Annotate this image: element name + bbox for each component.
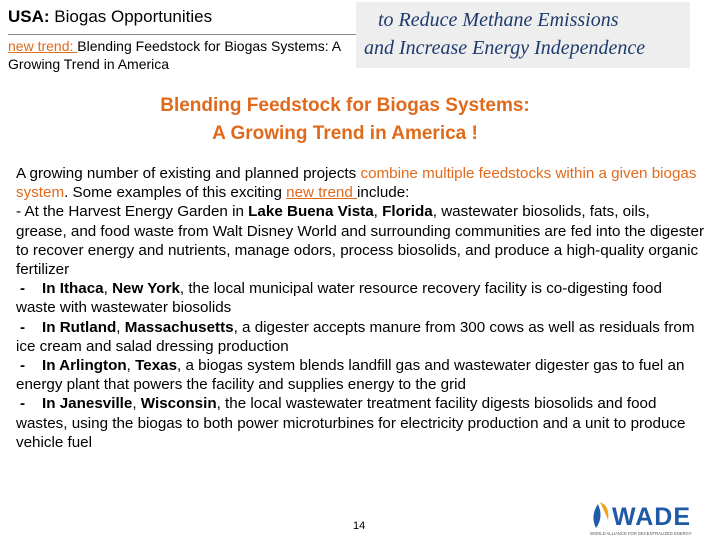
example-4-state: Texas (135, 357, 178, 375)
headline-line-1: Blending Feedstock for Biogas Systems: (160, 95, 530, 116)
body-text (16, 164, 704, 452)
example-1-state: Florida (382, 203, 433, 221)
intro-paragraph (16, 164, 704, 202)
example-3-lead: In (42, 318, 60, 336)
example-4-lead: In (42, 357, 60, 375)
intro-text-2: . Some examples of this exciting (64, 184, 287, 202)
slide-header-title (8, 6, 358, 28)
banner-line-1: to Reduce Methane Emissions (378, 9, 619, 31)
header (8, 6, 358, 28)
bullet-dash: - (20, 280, 26, 298)
headline (100, 92, 590, 148)
example-disney (16, 202, 704, 279)
subtitle-text: Blending Feedstock for Biogas Systems: A Growing Trend in America (8, 38, 341, 72)
banner-image (356, 2, 690, 68)
new-trend-inline-link[interactable]: new trend (286, 184, 358, 202)
banner-line-2: and Increase Energy Independence (364, 37, 646, 59)
example-1-prefix: - At the Harvest Energy Garden in (16, 203, 249, 221)
intro-text-1: A growing number of existing and planned projects (16, 165, 361, 182)
header-subtitle (8, 37, 348, 73)
intro-highlight: combine multiple feedstocks within a given biogas system (16, 165, 697, 202)
example-3-text: , a digester accepts manure from 300 cows as well as residuals from ice cream and salad dressing production (16, 318, 695, 355)
example-4-text: , a biogas system blends landfill gas and wastewater digester gas to fuel an energy plant that powers the facility and supplies energy to the grid (16, 357, 685, 394)
example-3-sep: , (116, 318, 125, 336)
page-number: 14 (353, 520, 366, 532)
country-label: USA: (8, 7, 50, 26)
example-3-state: Massachusetts (124, 318, 234, 336)
example-5-place: Janesville (59, 395, 133, 413)
headline-line-2: A Growing Trend in America ! (212, 123, 478, 144)
example-2-lead: In (42, 280, 60, 298)
example-2-place: Ithaca (59, 280, 104, 298)
example-5-state: Wisconsin (140, 395, 217, 413)
bullet-dash: - (20, 318, 26, 336)
new-trend-link[interactable]: new trend: (8, 38, 78, 54)
wade-logo-swirl-icon (593, 502, 608, 528)
example-rutland (16, 318, 704, 356)
example-2-sep: , (103, 280, 113, 298)
bullet-dash: - (20, 357, 26, 375)
example-1-sep: , (373, 203, 383, 221)
example-ithaca (16, 279, 704, 317)
example-3-place: Rutland (59, 318, 117, 336)
example-5-lead: In (42, 395, 60, 413)
wade-logo (588, 498, 706, 538)
wade-logo-text: WADE (612, 503, 691, 531)
example-1-place: Lake Buena Vista (248, 203, 374, 221)
example-1-text: , wastewater biosolids, fats, oils, grease, and food waste from Walt Disney World and surrounding communities are fed into the digester to recover energy and nutrients, manage odors, process biosolids, and produce a high-quality organic fertilizer (16, 203, 705, 279)
header-divider (8, 34, 373, 35)
example-2-text: , the local municipal water resource recovery facility is co-digesting food waste with wastewater biosolids (16, 280, 662, 317)
wade-logo-tagline: WORLD ALLIANCE FOR DECENTRALIZED ENERGY (590, 531, 692, 536)
example-5-sep: , (132, 395, 141, 413)
intro-text-3: include: (357, 184, 410, 202)
example-4-sep: , (126, 357, 136, 375)
example-janesville (16, 394, 704, 452)
example-5-text: , the local wastewater treatment facility digests biosolids and food wastes, using the biogas to both power microturbines for electricity production and a unit to produce vehicle fuel (16, 395, 686, 451)
example-2-state: New York (112, 280, 180, 298)
bullet-dash: - (20, 395, 26, 413)
header-title: Biogas Opportunities (54, 7, 213, 26)
example-4-place: Arlington (59, 357, 127, 375)
example-arlington (16, 356, 704, 394)
